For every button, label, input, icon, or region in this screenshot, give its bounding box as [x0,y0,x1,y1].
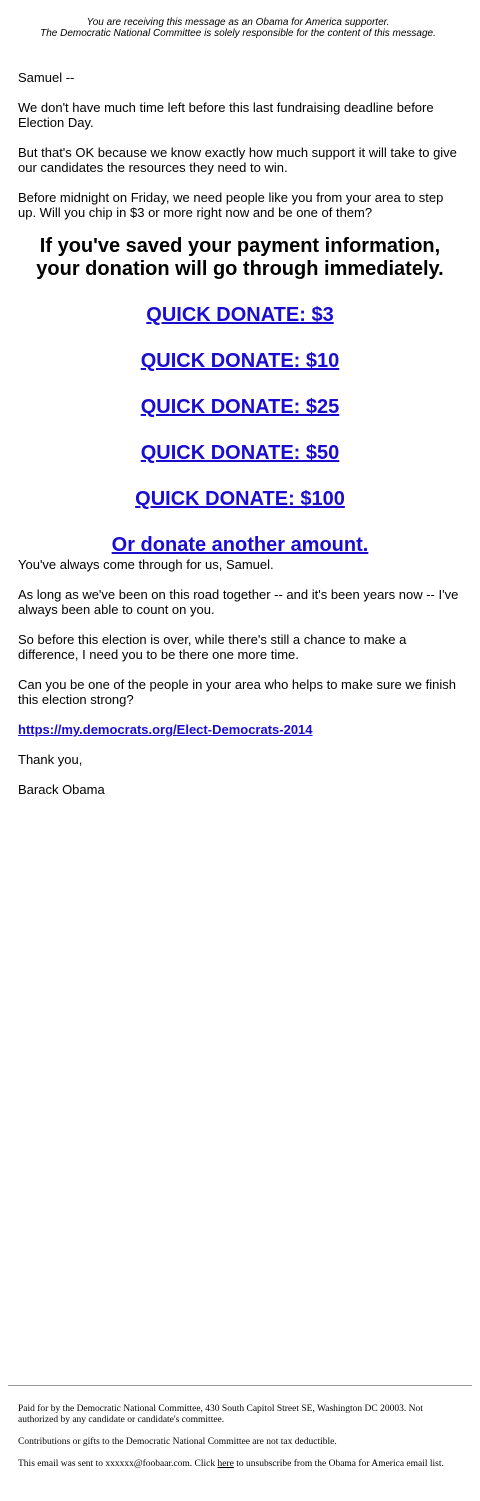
donate-other-amount-link[interactable]: Or donate another amount. [111,534,369,556]
signature: Barack Obama [18,782,105,797]
paragraph-resources: But that's OK because we know exactly how much support it will take to give our candidates the resources they need to win. [18,145,457,175]
donate-row-3 [18,304,462,327]
donate-row-10 [18,350,462,373]
paragraph-come-through: You've always come through for us, Samuel. [18,557,274,572]
header-line-2: The Democratic National Committee is solely responsible for the content of this message. [40,28,436,39]
paragraph-deadline: We don't have much time left before this last fundraising deadline before Election Day. [18,100,434,130]
unsubscribe-notice [18,1459,458,1470]
email-footer [18,1404,458,1481]
donate-row-25 [18,396,462,419]
paid-for-disclaimer: Paid for by the Democratic National Committee, 430 South Capitol Street SE, Washington DC 20003. Not authorized by any candidate or candidate's committee. [18,1404,423,1425]
elect-democrats-link[interactable]: https://my.democrats.org/Elect-Democrats-2014 [18,722,313,737]
quick-donate-10-link[interactable]: QUICK DONATE: $10 [140,350,340,372]
greeting: Samuel -- [18,70,75,85]
unsubscribe-text-before: This email was sent to xxxxxx@foobaar.com. Click [18,1459,218,1469]
donate-row-100 [18,488,462,511]
paragraph-chip-in: Before midnight on Friday, we need people like you from your area to step up. Will you chip in $3 or more right now and be one of them? [18,190,444,220]
quick-donate-3-link[interactable]: QUICK DONATE: $3 [146,304,334,326]
headline-line-2: your donation will go through immediately. [36,258,444,280]
quick-donate-100-link[interactable]: QUICK DONATE: $100 [135,488,345,510]
unsubscribe-text-after: to unsubscribe from the Obama for America email list. [233,1459,444,1469]
donate-row-other [18,534,462,557]
header-line-1: You are receiving this message as an Obama for America supporter. [86,17,390,28]
paragraph-road-together: As long as we've been on this road together -- and it's been years now -- I've always been able to count on you. [18,587,459,617]
paragraph-finish-strong: Can you be one of the people in your area who helps to make sure we finish this election strong? [18,677,456,707]
paragraph-one-more-time: So before this election is over, while there's still a chance to make a difference, I need you to be there one more time. [18,632,407,662]
headline-line-1: If you've saved your payment information, [39,235,441,257]
donate-row-50 [18,442,462,465]
quick-donate-25-link[interactable]: QUICK DONATE: $25 [140,396,340,418]
email-header [0,17,476,39]
unsubscribe-link[interactable]: here [217,1459,234,1469]
payment-headline [8,235,472,281]
email-body [18,70,462,812]
closing: Thank you, [18,752,83,767]
quick-donate-50-link[interactable]: QUICK DONATE: $50 [140,442,340,464]
footer-divider [8,1385,472,1386]
tax-disclaimer: Contributions or gifts to the Democratic National Committee are not tax deductible. [18,1437,337,1447]
